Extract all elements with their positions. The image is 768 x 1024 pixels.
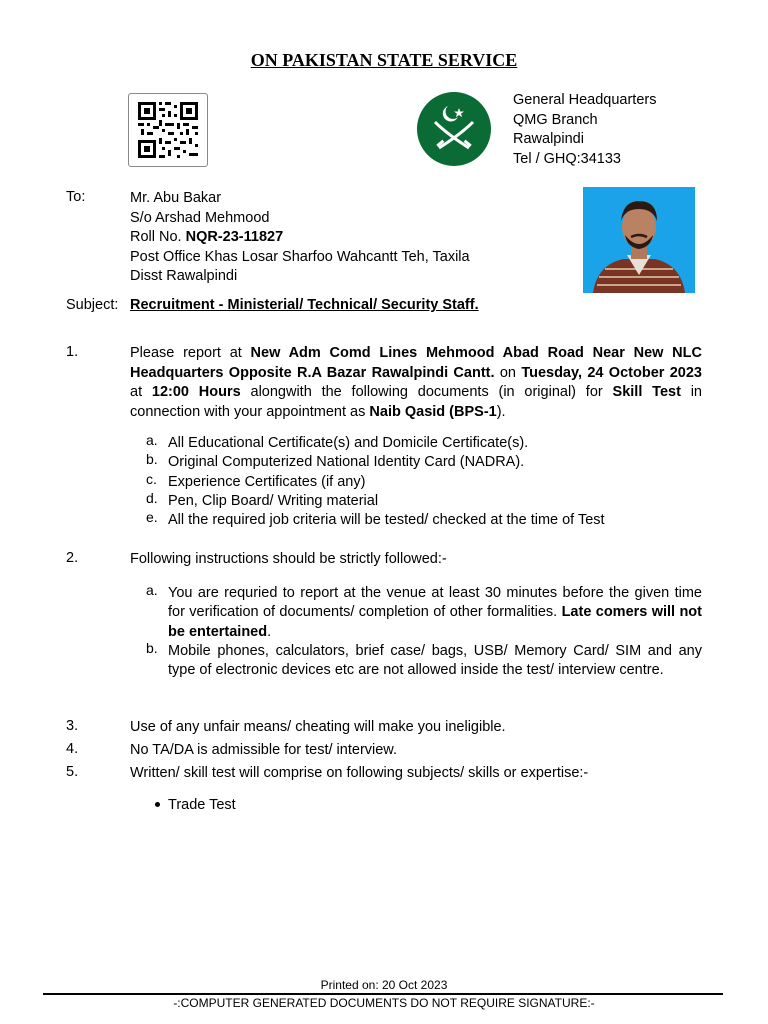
para-number: 2. <box>66 550 79 566</box>
para-number: 5. <box>66 764 79 780</box>
footer-divider <box>43 993 723 995</box>
roll-number: Roll No. NQR-23-11827 <box>130 229 284 245</box>
hq-line: General Headquarters <box>513 92 657 108</box>
hq-address <box>513 91 656 169</box>
list-item: c. Experience Certificates (if any) <box>146 470 366 490</box>
document-list <box>146 434 702 530</box>
hq-line: Tel / GHQ:34133 <box>513 150 621 167</box>
bullet-item: Trade Test <box>155 797 236 813</box>
subject-label: Subject: <box>66 297 119 313</box>
para-number: 4. <box>66 741 79 757</box>
para-number: 3. <box>66 718 79 734</box>
hq-line: QMG Branch <box>513 111 598 128</box>
qr-code <box>128 93 208 167</box>
para-5-text: Written/ skill test will comprise on following subjects/ skills or expertise:- <box>130 765 589 781</box>
list-item: b. Original Computerized National Identity Card (NADRA). <box>146 451 525 471</box>
list-item: a. You are requried to report at the venue at least 30 minutes before the given time for verification of documents/ completion of other formalities. Late comers will not be entertained. <box>146 582 702 640</box>
candidate-photo <box>583 187 695 293</box>
bullet-icon <box>155 802 160 807</box>
printed-date: Printed on: 20 Oct 2023 <box>320 978 448 992</box>
person-photo-icon <box>583 187 695 293</box>
list-item: e. All the required job criteria will be tested/ checked at the time of Test <box>146 509 605 529</box>
crossed-swords-crescent-icon <box>417 92 491 166</box>
footer-notice: -:COMPUTER GENERATED DOCUMENTS DO NOT REQUIRE SIGNATURE:- <box>173 996 595 1010</box>
para-1-text: Please report at New Adm Comd Lines Mehmood Abad Road Near New NLC Headquarters Opposite R.A Bazar Rawalpindi Cantt. on Tuesday, 24 October 2023 at 12:00 Hours alongwith the following documents (in original) for Skill Test in connection with your appointment as Naib Qasid (BPS-1). <box>130 345 702 420</box>
subject-text: Recruitment - Ministerial/ Technical/ Security Staff. <box>130 297 479 313</box>
recipient-address <box>130 189 470 287</box>
document-title: ON PAKISTAN STATE SERVICE <box>250 50 518 70</box>
army-emblem <box>417 92 491 166</box>
para-2-text: Following instructions should be strictly followed:- <box>130 551 447 567</box>
recipient-parent: S/o Arshad Mehmood <box>130 209 270 226</box>
para-3-text: Use of any unfair means/ cheating will make you ineligible. <box>130 719 506 735</box>
address-line: Disst Rawalpindi <box>130 268 238 284</box>
hq-line: Rawalpindi <box>513 131 584 147</box>
list-item: d. Pen, Clip Board/ Writing material <box>146 489 379 509</box>
list-item: b. Mobile phones, calculators, brief case/ bags, USB/ Memory Card/ SIM and any type of electronic devices etc are not allowed inside the test/ interview centre. <box>146 639 702 679</box>
para-number: 1. <box>66 344 79 360</box>
address-line: Post Office Khas Losar Sharfoo Wahcantt Teh, Taxila <box>130 248 470 265</box>
qr-code-icon <box>129 94 207 166</box>
recipient-name: Mr. Abu Bakar <box>130 190 222 206</box>
instruction-list <box>146 584 702 680</box>
to-label: To: <box>66 189 86 205</box>
list-item: a. All Educational Certificate(s) and Domicile Certificate(s). <box>146 432 529 451</box>
para-4-text: No TA/DA is admissible for test/ interview. <box>130 742 398 758</box>
